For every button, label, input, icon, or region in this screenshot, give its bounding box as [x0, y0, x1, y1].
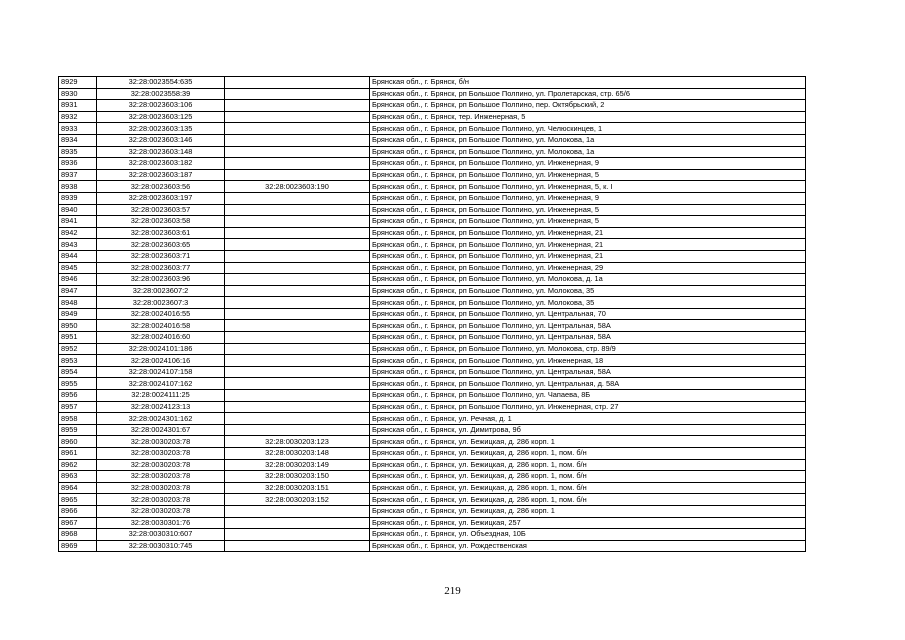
related-cadastral-number-cell [225, 158, 370, 170]
related-cadastral-number-cell: 32:28:0030203:123 [225, 436, 370, 448]
cadastral-number-cell: 32:28:0030203:78 [97, 448, 225, 460]
table-row [59, 308, 806, 320]
row-number-cell: 8947 [59, 285, 97, 297]
cadastral-number-cell: 32:28:0023603:61 [97, 227, 225, 239]
table-row [59, 204, 806, 216]
cadastral-number-cell: 32:28:0023603:106 [97, 100, 225, 112]
address-cell: Брянская обл., г. Брянск, рп Большое Полпино, ул. Инженерная, 29 [370, 262, 806, 274]
related-cadastral-number-cell: 32:28:0030203:148 [225, 448, 370, 460]
table-row [59, 343, 806, 355]
related-cadastral-number-cell [225, 332, 370, 344]
row-number-cell: 8955 [59, 378, 97, 390]
table-row [59, 540, 806, 552]
cadastral-number-cell: 32:28:0030203:78 [97, 471, 225, 483]
cadastral-number-cell: 32:28:0023607:3 [97, 297, 225, 309]
address-cell: Брянская обл., г. Брянск, ул. Бежицкая, д. 286 корп. 1, пом. б/н [370, 459, 806, 471]
registry-table [58, 76, 806, 552]
cadastral-number-cell: 32:28:0024016:55 [97, 308, 225, 320]
table-row [59, 134, 806, 146]
related-cadastral-number-cell [225, 390, 370, 402]
row-number-cell: 8967 [59, 517, 97, 529]
related-cadastral-number-cell [225, 192, 370, 204]
address-cell: Брянская обл., г. Брянск, ул. Бежицкая, д. 286 корп. 1 [370, 436, 806, 448]
cadastral-number-cell: 32:28:0023603:182 [97, 158, 225, 170]
table-row [59, 390, 806, 402]
cadastral-number-cell: 32:28:0023603:65 [97, 239, 225, 251]
cadastral-number-cell: 32:28:0030301:76 [97, 517, 225, 529]
table-row [59, 262, 806, 274]
table-row [59, 401, 806, 413]
table-row [59, 424, 806, 436]
row-number-cell: 8933 [59, 123, 97, 135]
related-cadastral-number-cell [225, 378, 370, 390]
address-cell: Брянская обл., г. Брянск, рп Большое Полпино, ул. Инженерная, 21 [370, 239, 806, 251]
cadastral-number-cell: 32:28:0023607:2 [97, 285, 225, 297]
row-number-cell: 8944 [59, 250, 97, 262]
related-cadastral-number-cell [225, 88, 370, 100]
row-number-cell: 8946 [59, 274, 97, 286]
table-row [59, 494, 806, 506]
row-number-cell: 8943 [59, 239, 97, 251]
related-cadastral-number-cell [225, 123, 370, 135]
related-cadastral-number-cell [225, 239, 370, 251]
address-cell: Брянская обл., г. Брянск, ул. Рождественская [370, 540, 806, 552]
related-cadastral-number-cell [225, 401, 370, 413]
table-row [59, 332, 806, 344]
cadastral-number-cell: 32:28:0023603:125 [97, 111, 225, 123]
address-cell: Брянская обл., г. Брянск, рп Большое Полпино, ул. Молокова, 1а [370, 134, 806, 146]
row-number-cell: 8963 [59, 471, 97, 483]
row-number-cell: 8930 [59, 88, 97, 100]
row-number-cell: 8957 [59, 401, 97, 413]
table-row [59, 239, 806, 251]
row-number-cell: 8951 [59, 332, 97, 344]
row-number-cell: 8939 [59, 192, 97, 204]
cadastral-number-cell: 32:28:0030310:607 [97, 529, 225, 541]
address-cell: Брянская обл., г. Брянск, рп Большое Полпино, ул. Инженерная, 9 [370, 192, 806, 204]
address-cell: Брянская обл., г. Брянск, рп Большое Полпино, ул. Инженерная, 18 [370, 355, 806, 367]
related-cadastral-number-cell [225, 204, 370, 216]
cadastral-number-cell: 32:28:0023603:148 [97, 146, 225, 158]
table-row [59, 529, 806, 541]
row-number-cell: 8969 [59, 540, 97, 552]
related-cadastral-number-cell [225, 285, 370, 297]
cadastral-number-cell: 32:28:0023558:39 [97, 88, 225, 100]
related-cadastral-number-cell [225, 308, 370, 320]
row-number-cell: 8961 [59, 448, 97, 460]
cadastral-number-cell: 32:28:0023603:56 [97, 181, 225, 193]
related-cadastral-number-cell [225, 366, 370, 378]
cadastral-number-cell: 32:28:0023603:77 [97, 262, 225, 274]
cadastral-number-cell: 32:28:0023603:135 [97, 123, 225, 135]
cadastral-number-cell: 32:28:0024016:60 [97, 332, 225, 344]
address-cell: Брянская обл., г. Брянск, рп Большое Полпино, ул. Инженерная, стр. 27 [370, 401, 806, 413]
related-cadastral-number-cell: 32:28:0030203:151 [225, 482, 370, 494]
table-row [59, 285, 806, 297]
cadastral-number-cell: 32:28:0024111:25 [97, 390, 225, 402]
table-row [59, 366, 806, 378]
address-cell: Брянская обл., г. Брянск, рп Большое Полпино, ул. Инженерная, 9 [370, 158, 806, 170]
cadastral-number-cell: 32:28:0024123:13 [97, 401, 225, 413]
address-cell: Брянская обл., г. Брянск, ул. Бежицкая, д. 286 корп. 1, пом. б/н [370, 494, 806, 506]
related-cadastral-number-cell [225, 169, 370, 181]
related-cadastral-number-cell [225, 355, 370, 367]
table-row [59, 378, 806, 390]
related-cadastral-number-cell: 32:28:0030203:149 [225, 459, 370, 471]
row-number-cell: 8950 [59, 320, 97, 332]
address-cell: Брянская обл., г. Брянск, ул. Бежицкая, 257 [370, 517, 806, 529]
address-cell: Брянская обл., г. Брянск, рп Большое Полпино, ул. Пролетарская, стр. 65/6 [370, 88, 806, 100]
table-row [59, 192, 806, 204]
address-cell: Брянская обл., г. Брянск, рп Большое Полпино, ул. Инженерная, 5, к. I [370, 181, 806, 193]
cadastral-number-cell: 32:28:0024106:16 [97, 355, 225, 367]
table-row [59, 413, 806, 425]
address-cell: Брянская обл., г. Брянск, рп Большое Полпино, ул. Инженерная, 21 [370, 227, 806, 239]
related-cadastral-number-cell: 32:28:0023603:190 [225, 181, 370, 193]
row-number-cell: 8929 [59, 77, 97, 89]
address-cell: Брянская обл., г. Брянск, рп Большое Полпино, ул. Инженерная, 5 [370, 204, 806, 216]
table-row [59, 250, 806, 262]
table-row [59, 459, 806, 471]
cadastral-number-cell: 32:28:0024101:186 [97, 343, 225, 355]
cadastral-number-cell: 32:28:0024016:58 [97, 320, 225, 332]
address-cell: Брянская обл., г. Брянск, рп Большое Полпино, ул. Молокова, д. 1а [370, 274, 806, 286]
address-cell: Брянская обл., г. Брянск, рп Большое Полпино, ул. Молокова, 35 [370, 285, 806, 297]
address-cell: Брянская обл., г. Брянск, ул. Объездная, 10Б [370, 529, 806, 541]
row-number-cell: 8953 [59, 355, 97, 367]
related-cadastral-number-cell [225, 77, 370, 89]
table-row [59, 320, 806, 332]
row-number-cell: 8952 [59, 343, 97, 355]
table-row [59, 88, 806, 100]
related-cadastral-number-cell [225, 216, 370, 228]
row-number-cell: 8958 [59, 413, 97, 425]
related-cadastral-number-cell [225, 529, 370, 541]
row-number-cell: 8960 [59, 436, 97, 448]
cadastral-number-cell: 32:28:0024301:162 [97, 413, 225, 425]
address-cell: Брянская обл., г. Брянск, ул. Бежицкая, д. 286 корп. 1, пом. б/н [370, 448, 806, 460]
table-row [59, 181, 806, 193]
address-cell: Брянская обл., г. Брянск, ул. Бежицкая, д. 286 корп. 1 [370, 505, 806, 517]
row-number-cell: 8966 [59, 505, 97, 517]
cadastral-number-cell: 32:28:0023603:58 [97, 216, 225, 228]
cadastral-number-cell: 32:28:0030310:745 [97, 540, 225, 552]
row-number-cell: 8937 [59, 169, 97, 181]
address-cell: Брянская обл., г. Брянск, ул. Речная, д. 1 [370, 413, 806, 425]
row-number-cell: 8931 [59, 100, 97, 112]
address-cell: Брянская обл., г. Брянск, рп Большое Полпино, ул. Центральная, 58А [370, 320, 806, 332]
related-cadastral-number-cell [225, 262, 370, 274]
related-cadastral-number-cell [225, 424, 370, 436]
row-number-cell: 8962 [59, 459, 97, 471]
table-row [59, 123, 806, 135]
table-row [59, 297, 806, 309]
row-number-cell: 8954 [59, 366, 97, 378]
related-cadastral-number-cell [225, 274, 370, 286]
table-row [59, 158, 806, 170]
related-cadastral-number-cell: 32:28:0030203:152 [225, 494, 370, 506]
related-cadastral-number-cell [225, 297, 370, 309]
registry-table-body [59, 77, 806, 552]
cadastral-number-cell: 32:28:0030203:78 [97, 505, 225, 517]
related-cadastral-number-cell [225, 413, 370, 425]
related-cadastral-number-cell [225, 227, 370, 239]
cadastral-number-cell: 32:28:0023554:635 [97, 77, 225, 89]
row-number-cell: 8934 [59, 134, 97, 146]
table-row [59, 471, 806, 483]
row-number-cell: 8949 [59, 308, 97, 320]
row-number-cell: 8942 [59, 227, 97, 239]
related-cadastral-number-cell [225, 111, 370, 123]
row-number-cell: 8948 [59, 297, 97, 309]
cadastral-number-cell: 32:28:0023603:71 [97, 250, 225, 262]
related-cadastral-number-cell [225, 517, 370, 529]
address-cell: Брянская обл., г. Брянск, рп Большое Полпино, ул. Центральная, 58А [370, 366, 806, 378]
address-cell: Брянская обл., г. Брянск, ул. Бежицкая, д. 286 корп. 1, пом. б/н [370, 471, 806, 483]
related-cadastral-number-cell [225, 134, 370, 146]
page-number: 219 [444, 585, 461, 597]
row-number-cell: 8965 [59, 494, 97, 506]
cadastral-number-cell: 32:28:0023603:96 [97, 274, 225, 286]
row-number-cell: 8956 [59, 390, 97, 402]
cadastral-number-cell: 32:28:0030203:78 [97, 436, 225, 448]
address-cell: Брянская обл., г. Брянск, рп Большое Полпино, ул. Центральная, 58А [370, 332, 806, 344]
table-row [59, 482, 806, 494]
address-cell: Брянская обл., г. Брянск, рп Большое Полпино, пер. Октябрьский, 2 [370, 100, 806, 112]
cadastral-number-cell: 32:28:0030203:78 [97, 494, 225, 506]
address-cell: Брянская обл., г. Брянск, тер. Инженерная, 5 [370, 111, 806, 123]
table-row [59, 100, 806, 112]
row-number-cell: 8938 [59, 181, 97, 193]
address-cell: Брянская обл., г. Брянск, рп Большое Полпино, ул. Молокова, 35 [370, 297, 806, 309]
row-number-cell: 8959 [59, 424, 97, 436]
related-cadastral-number-cell [225, 505, 370, 517]
cadastral-number-cell: 32:28:0023603:146 [97, 134, 225, 146]
address-cell: Брянская обл., г. Брянск, рп Большое Полпино, ул. Чапаева, 8Б [370, 390, 806, 402]
row-number-cell: 8964 [59, 482, 97, 494]
cadastral-number-cell: 32:28:0024301:67 [97, 424, 225, 436]
table-row [59, 436, 806, 448]
table-row [59, 146, 806, 158]
table-row [59, 355, 806, 367]
related-cadastral-number-cell [225, 540, 370, 552]
row-number-cell: 8941 [59, 216, 97, 228]
cadastral-number-cell: 32:28:0024107:158 [97, 366, 225, 378]
table-row [59, 505, 806, 517]
cadastral-number-cell: 32:28:0023603:197 [97, 192, 225, 204]
row-number-cell: 8945 [59, 262, 97, 274]
table-row [59, 216, 806, 228]
row-number-cell: 8940 [59, 204, 97, 216]
cadastral-number-cell: 32:28:0023603:57 [97, 204, 225, 216]
table-row [59, 77, 806, 89]
row-number-cell: 8935 [59, 146, 97, 158]
row-number-cell: 8968 [59, 529, 97, 541]
address-cell: Брянская обл., г. Брянск, рп Большое Полпино, ул. Инженерная, 21 [370, 250, 806, 262]
table-row [59, 448, 806, 460]
address-cell: Брянская обл., г. Брянск, б/н [370, 77, 806, 89]
address-cell: Брянская обл., г. Брянск, рп Большое Полпино, ул. Инженерная, 5 [370, 169, 806, 181]
table-row [59, 111, 806, 123]
row-number-cell: 8932 [59, 111, 97, 123]
related-cadastral-number-cell: 32:28:0030203:150 [225, 471, 370, 483]
table-row [59, 169, 806, 181]
cadastral-number-cell: 32:28:0024107:162 [97, 378, 225, 390]
related-cadastral-number-cell [225, 100, 370, 112]
table-row [59, 274, 806, 286]
row-number-cell: 8936 [59, 158, 97, 170]
related-cadastral-number-cell [225, 343, 370, 355]
address-cell: Брянская обл., г. Брянск, рп Большое Полпино, ул. Челюскинцев, 1 [370, 123, 806, 135]
address-cell: Брянская обл., г. Брянск, рп Большое Полпино, ул. Центральная, 70 [370, 308, 806, 320]
address-cell: Брянская обл., г. Брянск, рп Большое Полпино, ул. Центральная, д. 58А [370, 378, 806, 390]
address-cell: Брянская обл., г. Брянск, ул. Димитрова, 9б [370, 424, 806, 436]
cadastral-number-cell: 32:28:0030203:78 [97, 482, 225, 494]
cadastral-number-cell: 32:28:0023603:187 [97, 169, 225, 181]
related-cadastral-number-cell [225, 320, 370, 332]
address-cell: Брянская обл., г. Брянск, рп Большое Полпино, ул. Молокова, стр. 89/9 [370, 343, 806, 355]
address-cell: Брянская обл., г. Брянск, ул. Бежицкая, д. 286 корп. 1, пом. б/н [370, 482, 806, 494]
address-cell: Брянская обл., г. Брянск, рп Большое Полпино, ул. Инженерная, 5 [370, 216, 806, 228]
related-cadastral-number-cell [225, 146, 370, 158]
address-cell: Брянская обл., г. Брянск, рп Большое Полпино, ул. Молокова, 1а [370, 146, 806, 158]
related-cadastral-number-cell [225, 250, 370, 262]
table-row [59, 227, 806, 239]
table-row [59, 517, 806, 529]
cadastral-number-cell: 32:28:0030203:78 [97, 459, 225, 471]
